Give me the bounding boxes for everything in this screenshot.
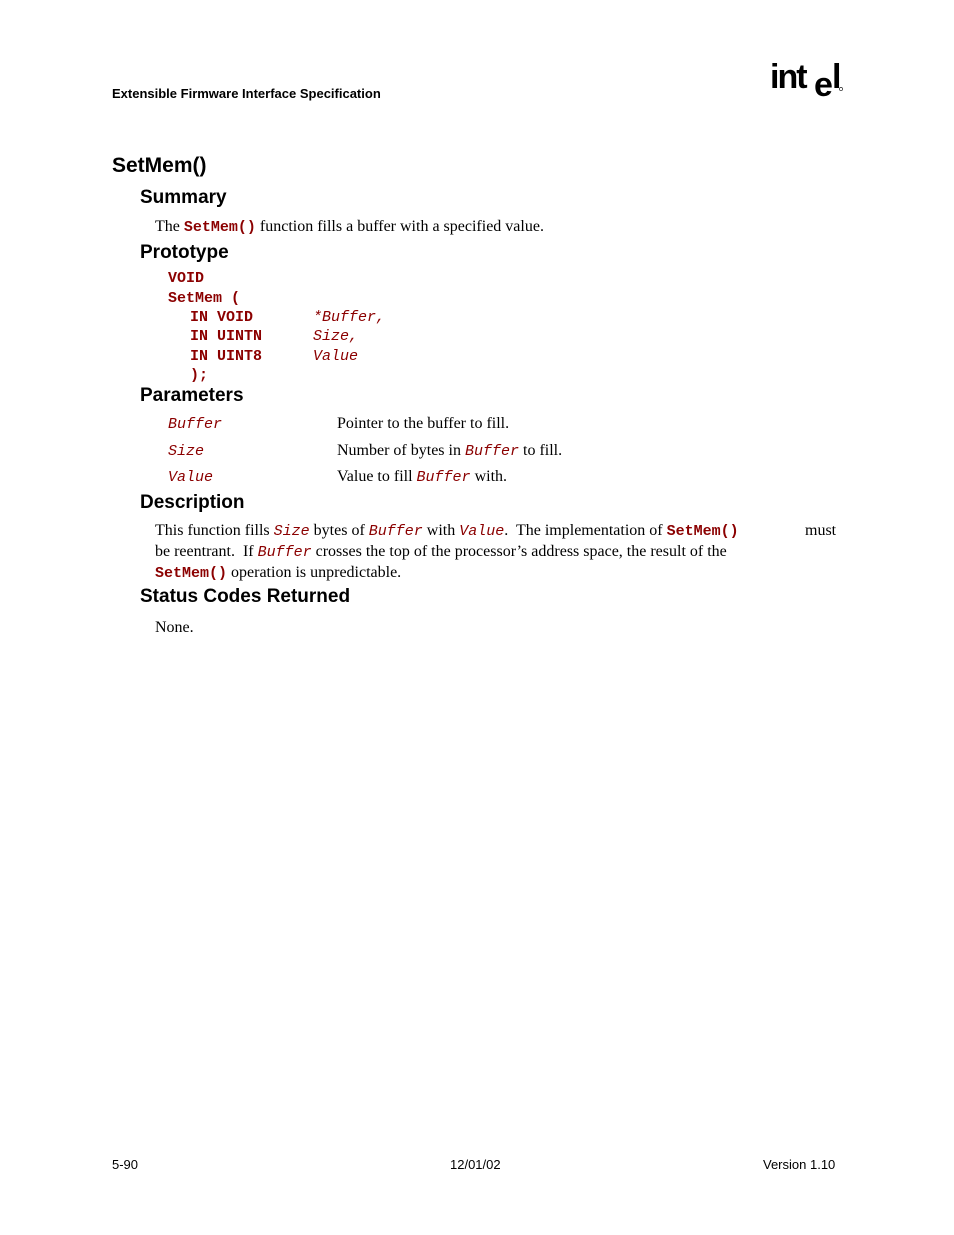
prototype-param-decl: IN UINT8 [190,348,263,365]
parameter-description: Pointer to the buffer to fill. [337,415,510,432]
intel-logo [770,58,844,102]
parameter-name: Size [168,443,205,460]
prototype-param-decl: IN UINTN [190,328,263,345]
document-header-title: Extensible Firmware Interface Specification [112,86,381,101]
prototype-param-name: Size, [313,328,359,345]
prototype-param-name: *Buffer, [313,309,386,326]
status-codes-text: None. [155,619,194,636]
prototype-param-decl: IN VOID [190,309,254,326]
footer-version: Version 1.10 [763,1157,836,1172]
prototype-close: ); [190,367,209,384]
status-codes-heading: Status Codes Returned [140,586,351,607]
prototype-return-type: VOID [168,270,205,287]
parameter-name: Value [168,469,214,486]
footer-date: 12/01/02 [450,1157,501,1172]
summary-text: The SetMem() function fills a buffer with a specified value. [155,218,544,236]
parameters-heading: Parameters [140,385,244,406]
description-line-1-end: must [805,522,837,539]
summary-heading: Summary [140,187,227,208]
description-line-3: SetMem() operation is unpredictable. [155,564,402,582]
parameter-description: Number of bytes in Buffer to fill. [337,442,563,460]
parameter-description: Value to fill Buffer with. [337,468,508,486]
description-line-1: This function fills Size bytes of Buffer with Value. The implementation of SetMem() [155,522,739,540]
prototype-param-name: Value [313,348,359,365]
description-line-2: be reentrant. If Buffer crosses the top of the processor’s address space, the result of the [155,543,727,561]
parameter-name: Buffer [168,416,223,433]
description-heading: Description [140,492,245,513]
svg-text:l: l [832,58,842,96]
svg-text:int: int [770,58,806,96]
prototype-heading: Prototype [140,242,229,263]
footer-page-number: 5-90 [112,1157,139,1172]
prototype-function-name: SetMem ( [168,290,241,307]
svg-text:e: e [814,66,833,102]
section-title: SetMem() [112,154,207,177]
